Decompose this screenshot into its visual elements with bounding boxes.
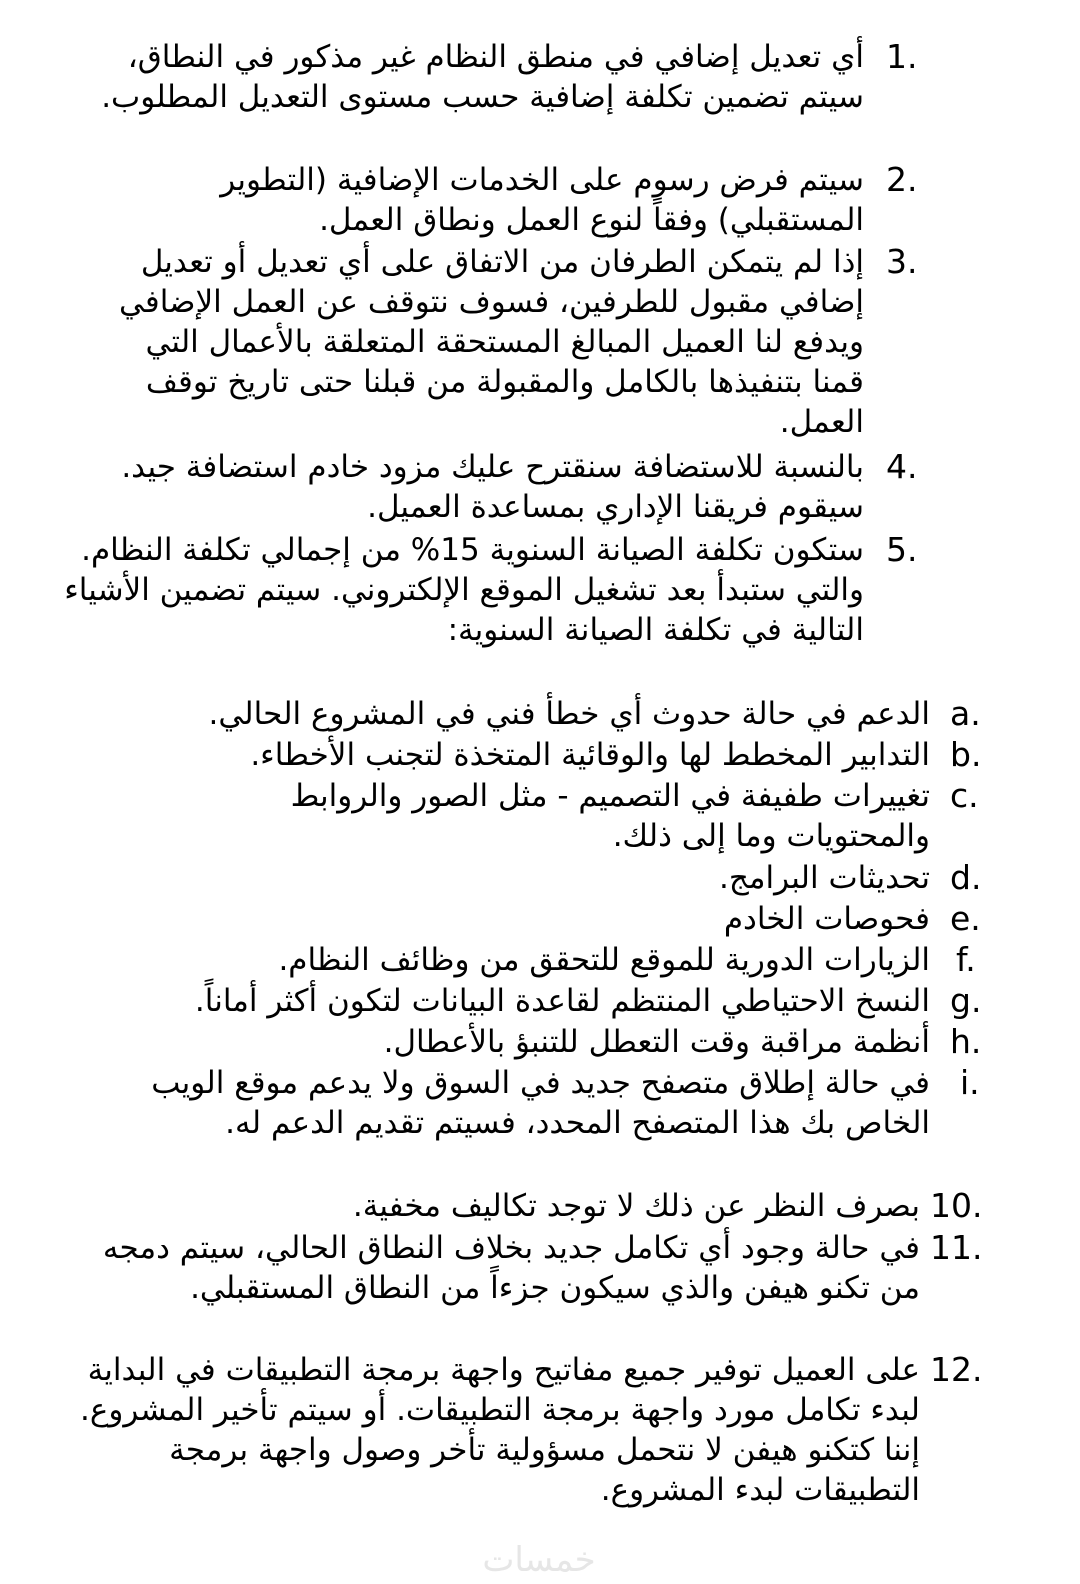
list-item-text: التدابير المخطط لها والوقائية المتخذة لتجنب الأخطاء. [250, 737, 930, 773]
list-item-text: ستكون تكلفة الصيانة السنوية 15% من إجمالي تكلفة النظام. والتي ستبدأ بعد تشغيل الموقع الإلكتروني. سيتم تضمين الأشياء التالية في تكلفة الصيانة السنوية: [64, 532, 864, 648]
list-marker: f. [956, 940, 976, 979]
list-marker: 12. [930, 1350, 983, 1389]
list-marker: d. [950, 858, 982, 897]
list-marker: i. [960, 1063, 980, 1102]
list-item-text: الزيارات الدورية للموقع للتحقق من وظائف النظام. [278, 942, 930, 978]
list-item-text: في حالة إطلاق متصفح جديد في السوق ولا يدعم موقع الويب الخاص بك هذا المتصفح المحدد، فسيتم تقديم الدعم له. [151, 1065, 930, 1141]
list-item [0, 1022, 1080, 1062]
list-item [0, 242, 1080, 442]
list-item-text: بصرف النظر عن ذلك لا توجد تكاليف مخفية. [352, 1188, 920, 1224]
list-marker: 3. [886, 242, 918, 281]
list-item [0, 735, 1080, 775]
list-item-text: الدعم في حالة حدوث أي خطأ فني في المشروع الحالي. [208, 696, 930, 732]
list-item-text: فحوصات الخادم [723, 901, 930, 937]
list-item-text: أي تعديل إضافي في منطق النظام غير مذكور في النطاق، سيتم تضمين تكلفة إضافية حسب مستوى التعديل المطلوب. [101, 39, 864, 115]
list-marker: e. [950, 899, 981, 938]
list-item [0, 776, 1080, 856]
list-marker: h. [950, 1022, 982, 1061]
list-marker: c. [950, 776, 979, 815]
list-item-text: تحديثات البرامج. [719, 860, 930, 896]
list-item-text: بالنسبة للاستضافة سنقترح عليك مزود خادم استضافة جيد. سيقوم فريقنا الإداري بمساعدة العميل. [121, 449, 864, 525]
list-marker: 1. [886, 37, 918, 76]
list-item [0, 694, 1080, 734]
list-item [0, 447, 1080, 527]
list-marker: 5. [886, 530, 918, 569]
list-marker: a. [950, 694, 981, 733]
list-marker: 4. [886, 447, 918, 486]
list-marker: 10. [930, 1186, 983, 1225]
list-item-text: النسخ الاحتياطي المنتظم لقاعدة البيانات لتكون أكثر أماناً. [194, 983, 930, 1019]
list-item [0, 37, 1080, 157]
list-marker: b. [950, 735, 982, 774]
list-marker: 11. [930, 1228, 983, 1267]
list-item [0, 1063, 1080, 1183]
list-item-text: على العميل توفير جميع مفاتيح واجهة برمجة التطبيقات في البداية لبدء تكامل مورد واجهة برمجة التطبيقات. أو سيتم تأخير المشروع. إننا كتكنو هيفن لا نتحمل مسؤولية تأخر وصول واجهة برمجة التطبيقات لبدء المشروع. [80, 1352, 920, 1508]
list-item-text: تغييرات طفيفة في التصميم - مثل الصور والروابط والمحتويات وما إلى ذلك. [290, 778, 930, 854]
list-item-text: سيتم فرض رسوم على الخدمات الإضافية (التطوير المستقبلي) وفقاً لنوع العمل ونطاق العمل. [220, 162, 864, 238]
watermark-logo: خمسات [482, 1540, 596, 1580]
list-item [0, 160, 1080, 240]
list-marker: g. [950, 981, 982, 1020]
list-item [0, 981, 1080, 1021]
list-item [0, 858, 1080, 898]
list-item [0, 1186, 1080, 1226]
list-item [0, 899, 1080, 939]
list-item [0, 1350, 1080, 1510]
list-item [0, 940, 1080, 980]
list-item [0, 1228, 1080, 1348]
list-item-text: إذا لم يتمكن الطرفان من الاتفاق على أي تعديل أو تعديل إضافي مقبول للطرفين، فسوف نتوقف عن العمل الإضافي ويدفع لنا العميل المبالغ المستحقة المتعلقة بالأعمال التي قمنا بتنفيذها بالكامل والمقبولة من قبلنا حتى تاريخ توقف العمل. [119, 244, 864, 440]
list-item [0, 530, 1080, 690]
list-marker: 2. [886, 160, 918, 199]
list-item-text: أنظمة مراقبة وقت التعطل للتنبؤ بالأعطال. [383, 1024, 930, 1060]
list-item-text: في حالة وجود أي تكامل جديد بخلاف النطاق الحالي، سيتم دمجه من تكنو هيفن والذي سيكون جزءاً من النطاق المستقبلي. [102, 1230, 920, 1306]
